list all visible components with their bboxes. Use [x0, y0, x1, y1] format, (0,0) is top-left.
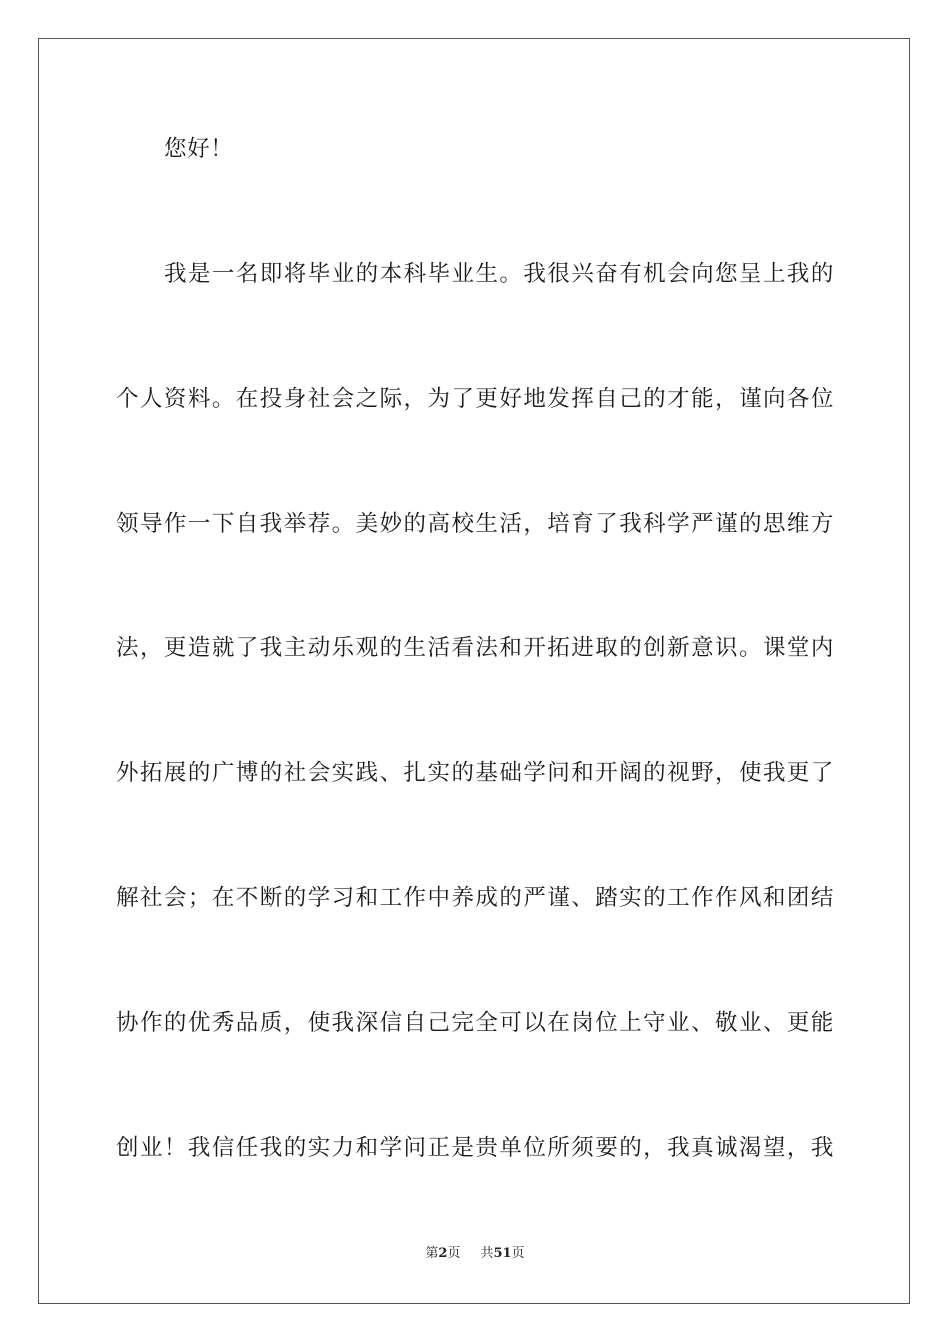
body-line-3: 领导作一下自我举荐。美妙的高校生活，培育了我科学严谨的思维方	[116, 511, 834, 537]
body-line-2: 个人资料。在投身社会之际，为了更好地发挥自己的才能，谨向各位	[116, 386, 834, 412]
footer-total-prefix: 共	[480, 1246, 494, 1261]
body-line-6: 解社会；在不断的学习和工作中养成的严谨、踏实的工作作风和团结	[116, 885, 834, 911]
body-line-8: 创业！我信任我的实力和学问正是贵单位所须要的，我真诚渴望，我	[116, 1135, 834, 1161]
footer-page-current: 2	[438, 1246, 448, 1261]
body-line-1: 我是一名即将毕业的本科毕业生。我很兴奋有机会向您呈上我的	[164, 261, 834, 287]
body-line-5: 外拓展的广博的社会实践、扎实的基础学问和开阔的视野，使我更了	[116, 760, 834, 786]
footer-page-total: 51	[493, 1246, 512, 1261]
footer-page-prefix: 第	[425, 1246, 439, 1261]
footer-total-suffix: 页	[511, 1246, 525, 1261]
page-border	[38, 38, 910, 1304]
greeting-line: 您好！	[164, 136, 234, 162]
page-footer	[0, 1245, 950, 1263]
footer-page-suffix: 页	[447, 1246, 461, 1261]
body-line-7: 协作的优秀品质，使我深信自己完全可以在岗位上守业、敬业、更能	[116, 1010, 834, 1036]
body-line-4: 法，更造就了我主动乐观的生活看法和开拓进取的创新意识。课堂内	[116, 635, 834, 661]
